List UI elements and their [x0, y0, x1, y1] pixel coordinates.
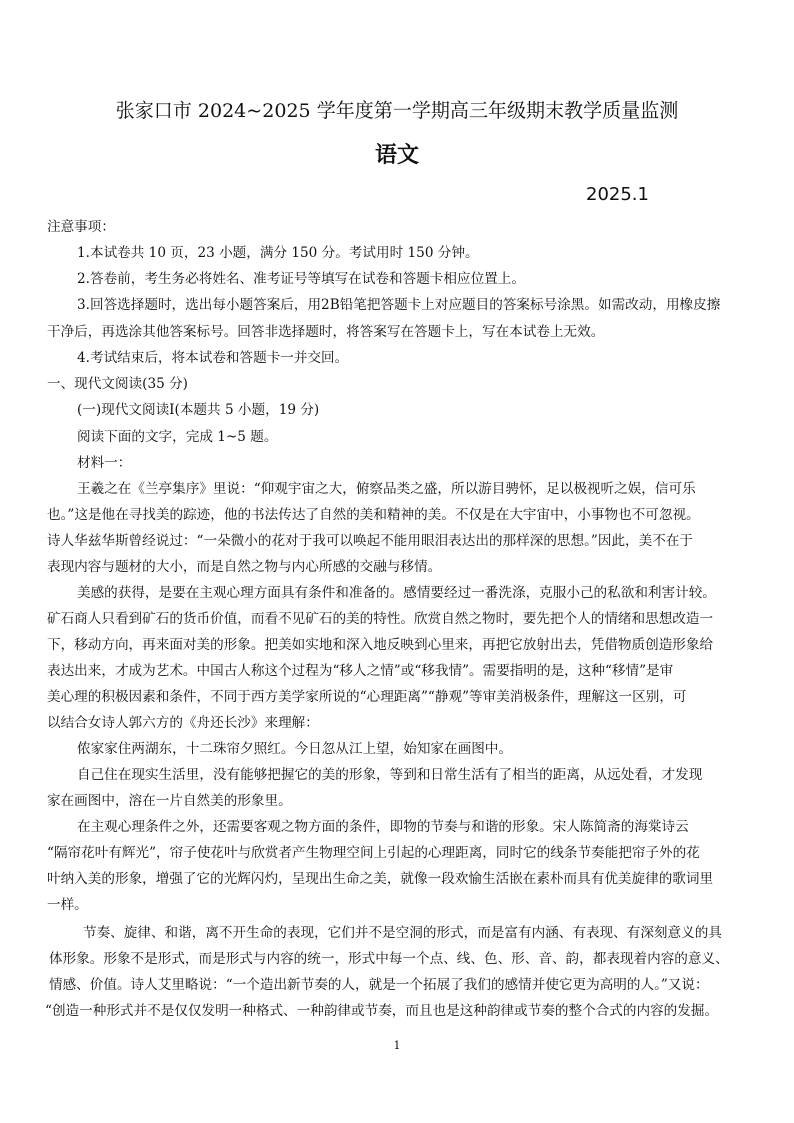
body-line: 诗人华兹华斯曾经说过：“一朵微小的花对于我可以唤起不能用眼泪表达出的那样深的思想。”因此，美不在于	[47, 533, 694, 549]
body-line: 情感、价值。诗人艾里略说：“一个造出新节奏的人，就是一个拓展了我们的感情并使它更为高明的人。”又说：	[49, 977, 709, 993]
body-line: 体形象。形象不是形式，而是形式与内容的统一，形式中每一个点、线、色、形、音、韵，都表现着内容的意义、	[49, 951, 729, 967]
instruction-text: 阅读下面的文字，完成 1~5 题。	[77, 429, 278, 445]
body-line: 矿石商人只看到矿石的货币价值，而看不见矿石的美的特性。欣赏自然之物时，要先把个人的情绪和思想改造一	[47, 611, 714, 627]
body-line: 家在画图中，溶在一片自然美的形象里。	[47, 793, 292, 809]
body-line: 自己住在现实生活里，没有能够把握它的美的形象，等到和日常生活有了相当的距离，从远处看，才发现	[77, 767, 703, 783]
poem-line: 侬家家住两湖东，十二珠帘夕照红。今日忽从江上望，始知家在画图中。	[77, 741, 512, 757]
subject-heading: 语文	[374, 142, 419, 168]
body-line: 表达出来，才成为艺术。中国古人称这个过程为“移人之情”或“移我情”。需要指明的是，这种“移情”是审	[47, 663, 674, 679]
notice-heading: 注意事项：	[47, 219, 115, 235]
page-number: 1	[393, 1039, 401, 1052]
body-line: 节奏、旋律、和谐，离不开生命的表现，它们并不是空洞的形式，而是富有内涵、有表现、有深刻意义的具	[83, 925, 722, 941]
subsection-heading: (一)现代文阅读Ⅰ(本题共 5 小题，19 分)	[77, 402, 320, 418]
body-line: 以结合女诗人郭六方的《舟还长沙》来理解：	[47, 715, 319, 731]
body-line: “隔帘花叶有辉光”，帘子使花叶与欣赏者产生物理空间上引起的心理距离，同时它的线条节奏能把帘子外的花	[47, 845, 700, 861]
body-line: 王羲之在《兰亭集序》里说：“仰观宇宙之大，俯察品类之盛，所以游目骋怀，足以极视听之娱，信可乐	[77, 481, 696, 497]
section-heading: 一、现代文阅读(35 分)	[47, 376, 188, 392]
material-label: 材料一：	[77, 455, 132, 471]
body-line: 美心理的积极因素和条件，不同于西方美学家所说的“心理距离”“静观”等审美消极条件，理解这一区别，可	[47, 689, 687, 705]
notice-item-continued: 干净后，再选涂其他答案标号。回答非选择题时，将答案写在答题卡上，写在本试卷上无效。	[47, 324, 605, 340]
body-line: 美感的获得，是要在主观心理方面具有条件和准备的。感情要经过一番洗涤，克服小己的私欲和利害计较。	[77, 585, 716, 601]
exam-date: 2025.1	[586, 184, 649, 205]
body-line: 表现内容与题材的大小，而是自然之物与内心所感的交融与移情。	[47, 559, 442, 575]
exam-title: 张家口市 2024~2025 学年度第一学期高三年级期末教学质量监测	[115, 100, 679, 122]
notice-item: 2.答卷前，考生务必将姓名、准考证号等填写在试卷和答题卡相应位置上。	[77, 271, 525, 287]
body-line: 下，移动方向，再来面对美的形象。把美如实地和深入地反映到心里来，再把它放射出去，凭借物质创造形象给	[47, 637, 714, 653]
notice-item: 1.本试卷共 10 页，23 小题，满分 150 分。考试用时 150 分钟。	[77, 245, 479, 261]
body-line: 叶纳入美的形象，增强了它的光辉闪灼，呈现出生命之美，就像一段欢愉生活嵌在素朴而具有优美旋律的歌词里	[47, 871, 714, 887]
notice-item: 3.回答选择题时，选出每小题答案后，用2B铅笔把答题卡上对应题目的答案标号涂黑。如需改动，用橡皮擦	[77, 297, 721, 313]
body-line: 在主观心理条件之外，还需要客观之物方面的条件，即物的节奏与和谐的形象。宋人陈简斋的海棠诗云	[77, 819, 689, 835]
body-line: “创造一种形式并不是仅仅发明一种格式、一种韵律或节奏，而且也是这种韵律或节奏的整个合式的内容的发掘。	[45, 1003, 719, 1019]
body-line: 也。”这是他在寻找美的踪迹，他的书法传达了自然的美和精神的美。不仅是在大宇宙中，小事物也不可忽视。	[47, 507, 700, 523]
notice-item: 4.考试结束后，将本试卷和答题卡一并交回。	[77, 350, 349, 366]
body-line: 一样。	[47, 897, 88, 913]
